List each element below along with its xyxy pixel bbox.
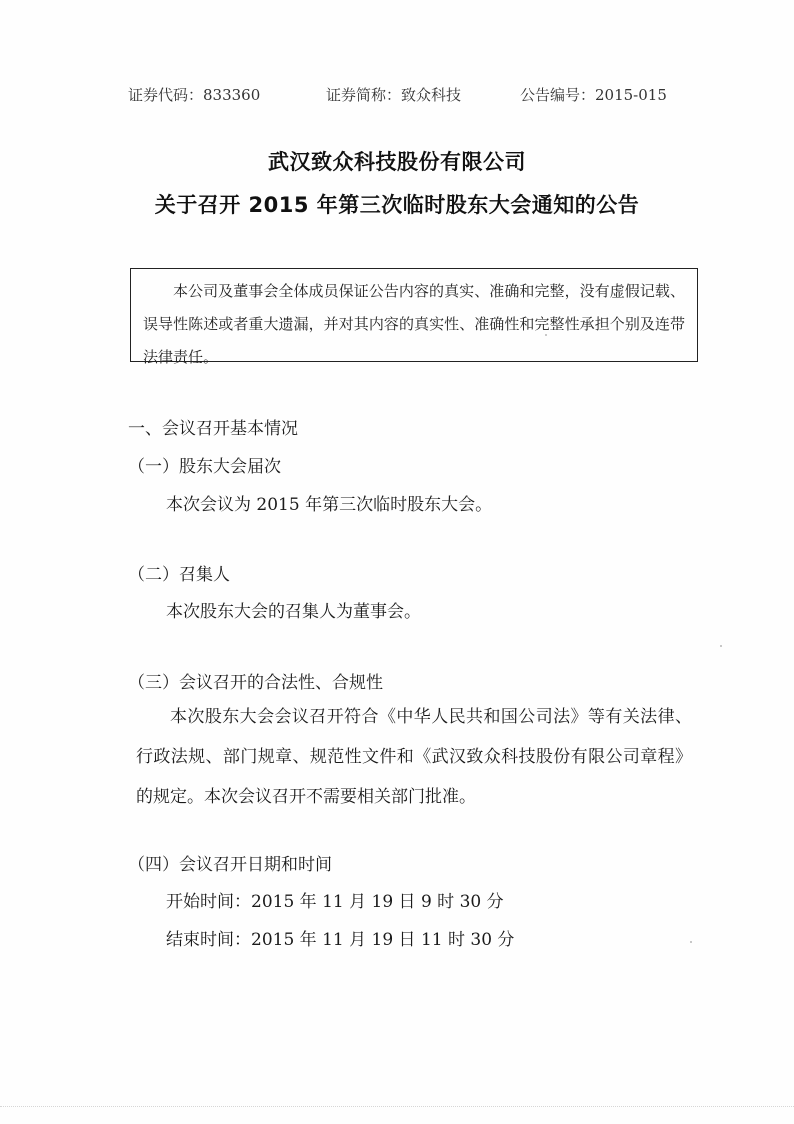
subsection-body-3: 本次股东大会会议召开符合《中华人民共和国公司法》等有关法律、行政法规、部门规章、规范性文件和《武汉致众科技股份有限公司章程》的规定。本次会议召开不需要相关部门批准。 [136, 707, 692, 807]
stock-code: 证券代码：833360 [128, 86, 261, 104]
document-header [128, 84, 688, 104]
scan-speck [690, 941, 692, 943]
notice-number: 公告编号：2015-015 [520, 86, 667, 104]
scan-speck [545, 334, 547, 336]
stock-name: 证券简称：致众科技 [326, 86, 462, 104]
meeting-end-time: 结束时间：2015 年 11 月 19 日 11 时 30 分 [166, 930, 515, 950]
subsection-heading-2: （二）召集人 [128, 565, 230, 585]
subsection-body-1: 本次会议为 2015 年第三次临时股东大会。 [166, 495, 493, 515]
subsection-heading-3: （三）会议召开的合法性、合规性 [128, 673, 383, 693]
company-title: 武汉致众科技股份有限公司 [268, 150, 526, 174]
subsection-heading-4: （四）会议召开日期和时间 [128, 855, 332, 875]
subsection-heading-1: （一）股东大会届次 [128, 457, 281, 477]
scan-edge-noise [0, 1106, 794, 1108]
disclaimer-box: 本公司及董事会全体成员保证公告内容的真实、准确和完整，没有虚假记载、误导性陈述或者重大遗漏，并对其内容的真实性、准确性和完整性承担个别及连带法律责任。 [130, 268, 698, 362]
subsection-body-2: 本次股东大会的召集人为董事会。 [166, 602, 421, 622]
section-heading-1: 一、会议召开基本情况 [128, 419, 298, 439]
meeting-start-time: 开始时间：2015 年 11 月 19 日 9 时 30 分 [166, 892, 504, 912]
notice-title: 关于召开 2015 年第三次临时股东大会通知的公告 [154, 193, 640, 217]
scan-speck [720, 645, 722, 647]
